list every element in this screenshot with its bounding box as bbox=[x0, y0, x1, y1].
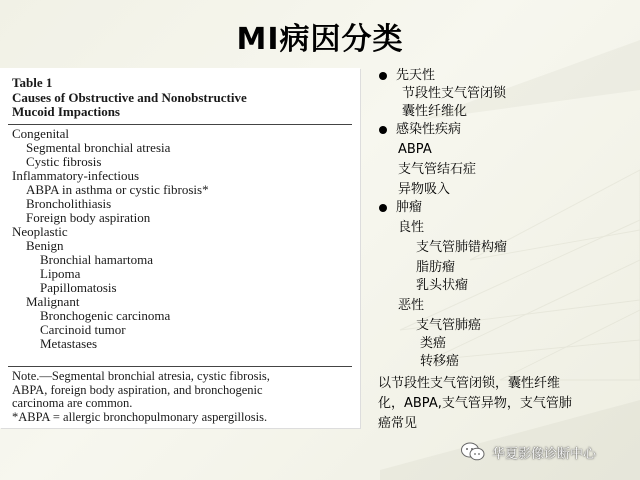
table-row: Congenital bbox=[12, 126, 70, 141]
summary-line: 以节段性支气管闭锁，囊性纤维 bbox=[378, 376, 561, 391]
table-row: Carcinoid tumor bbox=[40, 322, 126, 337]
table-row: Bronchial hamartoma bbox=[40, 252, 153, 267]
list-item: 支气管肺癌 bbox=[416, 318, 482, 333]
table-row: Papillomatosis bbox=[40, 280, 117, 295]
list-item: 支气管肺错构瘤 bbox=[416, 240, 508, 255]
table-row: Cystic fibrosis bbox=[26, 154, 102, 169]
table-row: Metastases bbox=[40, 336, 98, 351]
list-item: 支气管结石症 bbox=[398, 162, 477, 177]
list-item: 类癌 bbox=[420, 336, 447, 351]
table-row: Foreign body aspiration bbox=[26, 210, 151, 225]
table-row: Lipoma bbox=[40, 266, 81, 281]
table-row: Bronchogenic carcinoma bbox=[40, 308, 171, 323]
table-footnote: *ABPA = allergic bronchopulmonary aspergillosis. bbox=[12, 409, 268, 424]
wechat-icon bbox=[460, 441, 486, 463]
table-row: Broncholithiasis bbox=[26, 196, 112, 211]
table-caption-line1: Causes of Obstructive and Nonobstructive bbox=[12, 89, 247, 105]
table-note-line: carcinoma are common. bbox=[12, 396, 133, 411]
table-row: Malignant bbox=[26, 294, 80, 309]
bullet-dot-icon bbox=[379, 72, 387, 80]
list-item: 肿瘤 bbox=[396, 200, 423, 215]
table-row: Inflammatory-infectious bbox=[12, 168, 140, 183]
summary-line: 癌常见 bbox=[378, 416, 418, 431]
table-note-line: Note.—Segmental bronchial atresia, cystic fibrosis, bbox=[12, 369, 270, 383]
list-item: 良性 bbox=[398, 220, 425, 235]
table-row: Segmental bronchial atresia bbox=[26, 140, 171, 155]
list-item: 异物吸入 bbox=[398, 182, 451, 197]
table-number: Table 1 bbox=[12, 75, 53, 90]
bullet-dot-icon bbox=[379, 204, 387, 212]
table-row: ABPA in asthma or cystic fibrosis* bbox=[26, 182, 209, 197]
list-item: 转移癌 bbox=[420, 354, 460, 369]
list-item: 感染性疾病 bbox=[396, 122, 462, 137]
summary-line: 化，ABPA,支气管异物，支气管肺 bbox=[378, 396, 572, 411]
table-note-line: ABPA, foreign body aspiration, and bronchogenic bbox=[12, 382, 263, 397]
bullet-dot-icon bbox=[379, 126, 387, 134]
list-item: 脂肪瘤 bbox=[416, 260, 456, 275]
watermark-text: 华夏影像诊断中心 bbox=[492, 446, 597, 462]
watermark bbox=[460, 440, 596, 464]
list-item: 节段性支气管闭锁 bbox=[402, 86, 507, 101]
list-item: ABPA bbox=[398, 142, 432, 157]
slide-title: MI病因分类 bbox=[236, 22, 404, 57]
list-item: 囊性纤维化 bbox=[402, 104, 468, 119]
list-item: 先天性 bbox=[396, 68, 436, 83]
table-row: Neoplastic bbox=[12, 224, 68, 239]
table-caption-line2: Mucoid Impactions bbox=[12, 104, 120, 119]
list-item: 乳头状瘤 bbox=[416, 278, 469, 293]
summary-text bbox=[378, 374, 636, 434]
table-row: Benign bbox=[26, 238, 64, 253]
list-item: 恶性 bbox=[398, 298, 425, 313]
